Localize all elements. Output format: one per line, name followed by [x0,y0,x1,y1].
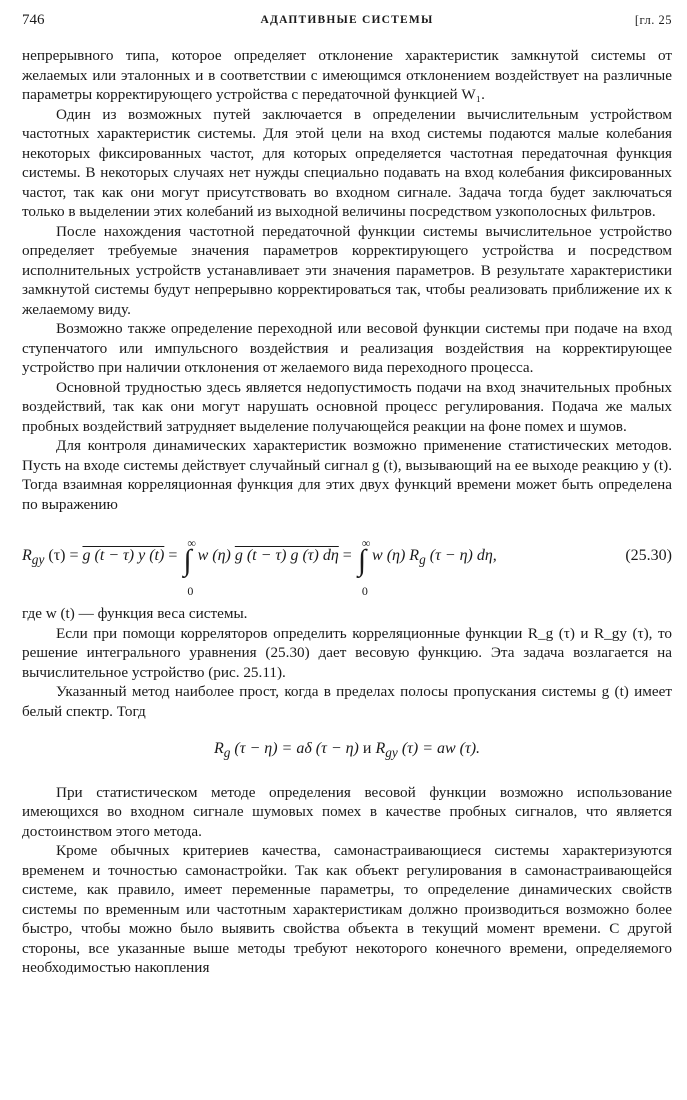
eq-text: (τ) = aw (τ). [401,740,481,757]
body-text [22,46,672,978]
eq-text: (τ − η) dη, [429,547,497,564]
paragraph: После нахождения частотной передаточной функции системы вычислительное устройство определяет требуемые значения параметров корректирующего устройства и посредством исполнительных устройств устанавливает эти значения параметров. В результате характеристики замкнутой системы будут непрерывно корректироваться так, чтобы реализовать приближение их к желаемому виду. [22,222,672,318]
eq-conjunction: и [362,740,372,757]
paragraph: Возможно также определение переходной или весовой функции системы при подаче на вход ступенчатого или импульсного воздействия и реализация воздействия на корректирующее устройство при наличии отклонения от желаемого вида переходного процесса. [22,320,672,376]
paragraph: Кроме обычных критериев качества, самонастраивающиеся системы характеризуются временем и точностью самонастройки. Так как объект регулирования в самонастраивающейся системе, как правило, имеет переменные параметры, то определение динамических свойств системы по временным или частотным характеристикам должно производиться возможно более быстро, чтобы можно было выявить свойства объекта в текущий момент времени. С другой стороны, все указанные выше методы требуют некоторого конечного времени, определяемого необходимостью накопления [22,842,672,977]
paragraph: Для контроля динамических характеристик возможно применение статистических методов. Пусть на входе системы действует случайный сигнал g (t), вызывающий на ее выходе реакцию y (t). Тогда взаимная корреляционная функция для этих двух функций времени может быть определена по выражению [22,437,672,513]
running-title: АДАПТИВНЫЕ СИСТЕМЫ [260,14,434,26]
equation-number: (25.30) [625,547,672,564]
eq-text: (τ − η) = aδ (τ − η) [234,740,359,757]
running-header [22,8,672,34]
equation-25-30 [22,526,672,600]
eq-text: = [168,547,178,564]
equation-expression [22,536,497,598]
eq-text: w (η) R [372,547,420,564]
paragraph: непрерывного типа, которое определяет отклонение характеристик замкнутой системы от желаемых или эталонных и в соответствии с имеющимся отклонением воздействует на различные параметры корректирующего устройства с передаточной функцией W₁. [22,47,672,103]
eq-text: w (η) [197,547,231,564]
eq-time-average: g (t − τ) y (t) [82,547,165,564]
integral-sign: ∫ ∞ 0 [358,546,366,576]
eq-symbol: R [22,547,32,564]
paragraph: При статистическом методе определения весовой функции возможно использование имеющихся во входном сигнале шумовых помех в качестве пробных сигналов, что является достоинством этого метода. [22,783,672,840]
eq-subscript: g [419,552,426,568]
eq-text: = [342,547,352,564]
paragraph: Если при помощи корреляторов определить корреляционные функции R_g (τ) и R_gy (τ), то решение интегрального уравнения (25.30) дает весовую функцию. Эта задача возлагается на вычислительное устройство (рис. 25.11). [22,624,672,681]
eq-subscript: gy [31,552,45,568]
eq-symbol: R [213,740,224,757]
eq-subscript: gy [385,745,398,761]
integral-lower-limit: 0 [361,584,368,598]
integral-upper-limit: ∞ [361,536,371,550]
paragraph: где w (t) — функция веса системы. [22,605,248,622]
integral-lower-limit: 0 [187,584,194,598]
chapter-label: [гл. 25 [634,13,672,27]
paragraph: Один из возможных путей заключается в определении вычислительным устройством частотных характеристик системы. Для этой цели на вход системы подаются малые колебания некоторых фиксированных частот, для которых определяется частотная передаточная функция системы. В некоторых случаях нет нужды специально подавать на вход колебания фиксированных частот, так как они могут присутствовать во входном сигнале. Задача тогда будет заключаться только в выделении этих колебаний из выходной величины посредством узкополосных фильтров. [22,105,672,220]
eq-subscript: g [223,745,231,761]
eq-symbol: R [375,740,386,757]
page [22,8,672,978]
eq-time-average: g (t − τ) g (τ) dη [234,547,339,564]
paragraph: Указанный метод наиболее прост, когда в пределах полосы пропускания системы g (t) имеет белый спектр. Тогд [22,683,672,720]
eq-text: (τ) = [48,547,79,564]
integral-sign: ∫ ∞ 0 [183,546,191,576]
paragraph: Основной трудностью здесь является недопустимость подачи на вход значительных пробных воздействий, так как они могут нарушать основной процесс регулирования. Подача же малых пробных воздействий затрудняет выделение получающейся реакции на фоне помех и шумов. [22,378,672,435]
page-number: 746 [22,12,45,28]
integral-upper-limit: ∞ [187,536,196,550]
equation-white-spectrum [22,739,672,763]
